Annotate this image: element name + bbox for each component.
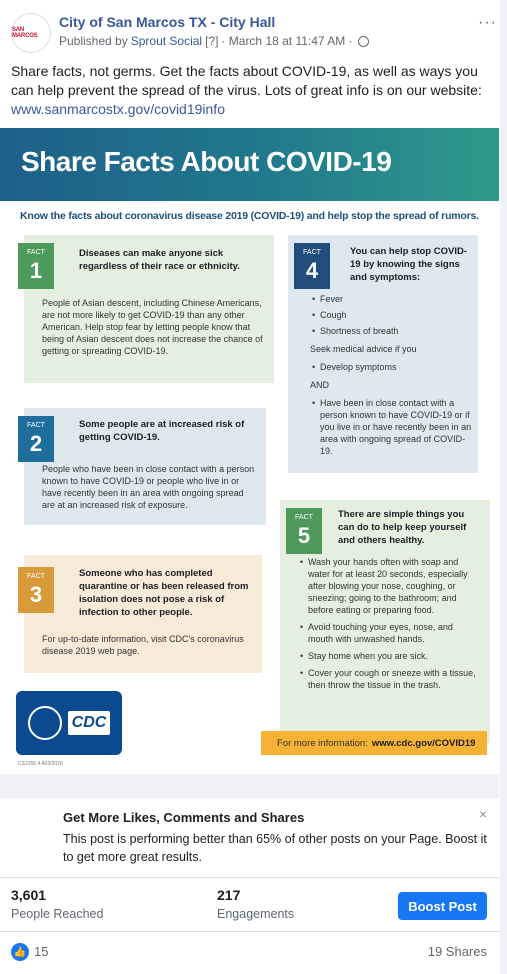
help-link[interactable]: [?] — [205, 34, 219, 48]
more-info-bar — [261, 731, 487, 755]
fact-4-body — [312, 293, 472, 457]
fact-2-heading: Some people are at increased risk of getting COVID-19. — [79, 419, 245, 443]
reached-label: People Reached — [11, 907, 104, 921]
fact-2-tag: FACT 2 — [18, 416, 54, 462]
post-stats — [0, 877, 499, 931]
promo-body: This post is performing better than 65% of other posts on your Page. Boost it to get more great results. — [63, 832, 487, 864]
people-reached-stat[interactable] — [11, 887, 103, 921]
infographic-banner — [0, 128, 499, 201]
post-header — [0, 0, 507, 56]
post-link[interactable]: www.sanmarcostx.gov/covid19info — [11, 101, 225, 117]
symptom-item: • Shortness of breath — [312, 325, 472, 337]
cdc-logo — [16, 691, 122, 755]
avatar-text: SAN MARCOS — [12, 27, 38, 39]
post-meta — [59, 34, 369, 48]
publisher-link[interactable]: Sprout Social — [130, 34, 203, 48]
post-footer — [0, 931, 499, 974]
fact-2-body: People who have been in close contact with a person known to have COVID-19 or people who live in or have recently been in an area with ongoing spread are at an increased risk of exposure. — [42, 464, 255, 510]
boost-post-button[interactable]: Boost Post — [398, 892, 487, 920]
fact-3-heading: Someone who has completed quarantine or has been released from isolation does not pose a risk of infection to other people. — [79, 568, 249, 618]
fact-3-body: For up-to-date information, visit CDC's coronavirus disease 2019 web page. — [42, 634, 244, 656]
fact-4-card — [288, 235, 478, 473]
hhs-seal-icon — [28, 706, 62, 740]
boost-promo — [0, 798, 499, 877]
fact-4-and: AND — [310, 380, 330, 390]
fact-4-tag: FACT 4 — [294, 243, 330, 289]
like-count[interactable]: 15 — [34, 944, 49, 959]
fact-1-tag: FACT 1 — [18, 243, 54, 289]
fact-1-body: People of Asian descent, including Chinese Americans, are not more likely to get COVID-19 than any other American. Help stop fear by letting people know that being of Asian descent does not increase the chance of getting or spreading COVID-19. — [42, 298, 263, 356]
fact-1-heading: Diseases can make anyone sick regardless of their race or ethnicity. — [79, 248, 240, 272]
post-body: Share facts, not germs. Get the facts about COVID-19, as well as ways you can help prevent the spread of the virus. Lots of great info is on our website: — [11, 63, 482, 98]
page-name-link[interactable]: City of San Marcos TX - City Hall — [59, 14, 276, 30]
post-date[interactable]: · March 18 at 11:47 AM · — [221, 34, 353, 48]
shares-count[interactable]: 19 Shares — [427, 944, 487, 959]
globe-icon — [358, 36, 369, 47]
scrollbar[interactable] — [500, 0, 507, 974]
infographic-code: CS3155 4 A03/2020 — [18, 761, 63, 767]
infographic-image[interactable] — [0, 128, 499, 774]
fact-3-tag: FACT 3 — [18, 567, 54, 613]
symptom-item: • Have been in close contact with a person known to have COVID-19 or if you live in or have recently been in an area with ongoing spread of COVID-19. — [312, 397, 472, 457]
fact-5-heading: There are simple things you can do to help keep yourself and others healthy. — [338, 509, 467, 546]
infographic-subtitle: Know the facts about coronavirus disease 2019 (COVID-19) and help stop the spread of rumors. — [20, 210, 479, 222]
published-by-label: Published by — [59, 34, 128, 48]
cdc-logo-text: CDC — [68, 711, 111, 735]
more-info-label: For more information: — [277, 737, 368, 749]
engagements-label: Engagements — [217, 907, 295, 921]
infographic-title: Share Facts About COVID-19 — [21, 146, 392, 177]
tip-item: • Stay home when you are sick. — [300, 650, 480, 662]
fact-4-mid: Seek medical advice if you — [310, 344, 417, 354]
fact-2-card — [24, 408, 266, 525]
page-avatar[interactable] — [11, 13, 51, 53]
cdc-link: www.cdc.gov/COVID19 — [371, 737, 476, 749]
more-options-icon[interactable]: ··· — [478, 14, 497, 31]
reached-count: 3,601 — [11, 887, 47, 903]
tip-item: • Cover your cough or sneeze with a tissue, then throw the tissue in the trash. — [300, 667, 480, 691]
tip-item: • Avoid touching your eyes, nose, and mouth with unwashed hands. — [300, 621, 480, 645]
engagements-count: 217 — [217, 887, 241, 903]
fact-4-heading: You can help stop COVID-19 by knowing the signs and symptoms: — [350, 246, 467, 283]
engagements-stat[interactable] — [217, 887, 294, 921]
close-icon[interactable]: × — [478, 806, 487, 822]
promo-title: Get More Likes, Comments and Shares — [63, 810, 305, 825]
symptom-item: • Cough — [312, 309, 472, 321]
symptom-item: • Fever — [312, 293, 472, 305]
tip-item: • Wash your hands often with soap and water for at least 20 seconds, especially after blowing your nose, coughing, or sneezing; going to the bathroom; and before eating or preparing food. — [300, 556, 480, 616]
fact-5-tag: FACT 5 — [286, 508, 322, 554]
fact-1-card — [24, 235, 274, 383]
like-icon[interactable]: 👍 — [11, 943, 29, 961]
post-text — [11, 62, 497, 119]
fact-5-card — [280, 500, 490, 743]
separator — [0, 774, 499, 798]
fact-3-card — [24, 555, 262, 673]
symptom-item: • Develop symptoms — [312, 361, 472, 373]
